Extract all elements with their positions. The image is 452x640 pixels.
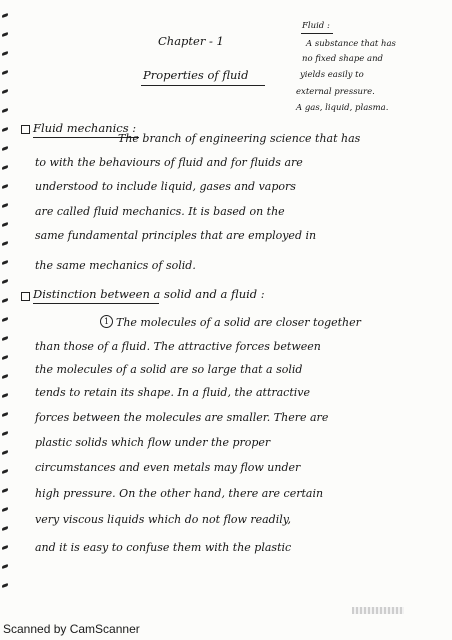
fluid-note-line: external pressure. [296,87,375,97]
paragraph-line: the same mechanics of solid. [35,259,196,272]
paragraph-line: forces between the molecules are smaller. There are [35,411,329,424]
spiral-binding [0,0,10,610]
chapter-title: Chapter - 1 [158,34,224,48]
fluid-note-line: A substance that has [306,39,396,49]
paragraph-line: the molecules of a solid are so large that a solid [35,363,303,376]
paragraph-line: high pressure. On the other hand, there are certain [35,487,324,500]
fluid-note-line: no fixed shape and [302,54,383,64]
paragraph-line: tends to retain its shape. In a fluid, the attractive [35,386,310,399]
paragraph-line: circumstances and even metals may flow under [35,461,301,474]
paragraph-line: same fundamental principles that are employed in [35,229,317,242]
paragraph-line: The molecules of a solid are closer together [116,316,361,329]
fluid-note-heading: Fluid : [302,21,330,31]
heading-underline [33,303,159,304]
paragraph-line: and it is easy to confuse them with the plastic [35,541,292,554]
numbered-marker: 1 [100,315,113,328]
section-bullet-icon [21,125,30,134]
fluid-note-underline [301,33,333,34]
paragraph-line: than those of a fluid. The attractive forces between [35,340,321,353]
paragraph-line: understood to include liquid, gases and vapors [35,180,296,193]
paragraph-line: plastic solids which flow under the proper [35,436,271,449]
section-heading-mechanics: Fluid mechanics : [33,121,137,135]
scanner-watermark: Scanned by CamScanner [3,622,140,636]
paragraph-line: The branch of engineering science that has [118,132,361,145]
chapter-subtitle: Properties of fluid [143,68,249,82]
fluid-note-line: A gas, liquid, plasma. [296,103,389,113]
section-bullet-icon [21,292,30,301]
section-heading-distinction: Distinction between a solid and a fluid : [33,287,265,301]
scan-smudge [352,607,404,614]
paragraph-line: are called fluid mechanics. It is based on the [35,205,285,218]
fluid-note-line: yields easily to [300,70,364,80]
subtitle-underline [141,85,265,86]
paragraph-line: to with the behaviours of fluid and for fluids are [35,156,303,169]
paragraph-line: very viscous liquids which do not flow readily, [35,513,292,526]
